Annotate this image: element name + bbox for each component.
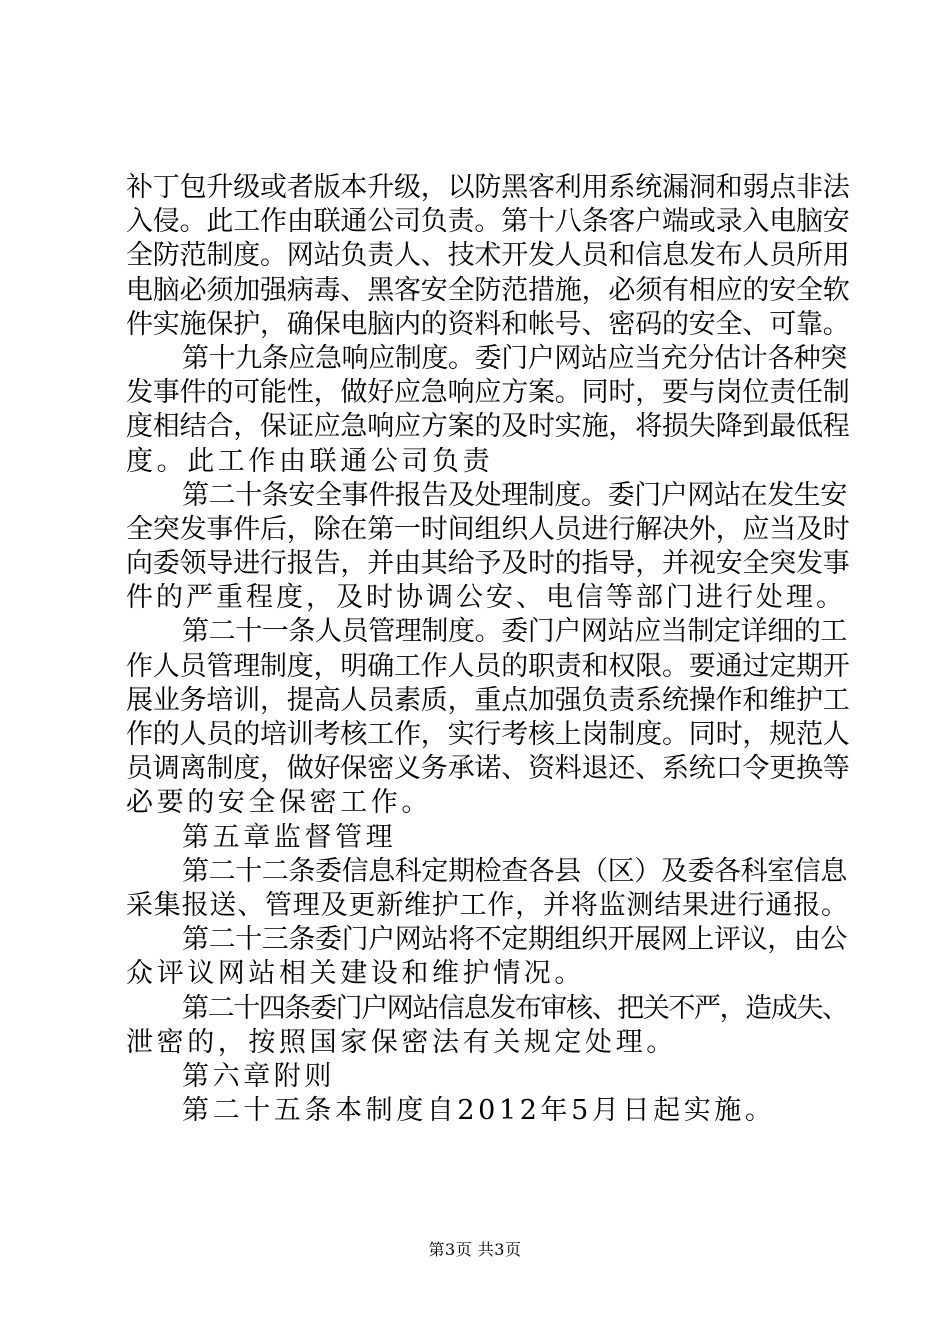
text-line: 全突发事件后，除在第一时间组织人员进行解决外，应当及时	[126, 513, 850, 545]
text-line: 向委领导进行报告，并由其给予及时的指导，并视安全突发事	[126, 548, 850, 580]
text-line: 作人员管理制度，明确工作人员的职责和权限。要通过定期开	[126, 650, 850, 682]
text-line: 第二十一条人员管理制度。委门户网站应当制定详细的工	[182, 616, 847, 648]
text-line: 作的人员的培训考核工作，实行考核上岗制度。同时，规范人	[126, 719, 850, 750]
text-line: 必要的安全保密工作。	[126, 787, 432, 819]
text-line: 件实施保护，确保电脑内的资料和帐号、密码的安全、可靠。	[126, 308, 850, 340]
text-line: 补丁包升级或者版本升级，以防黑客利用系统漏洞和弱点非法	[126, 172, 850, 203]
text-line: 第十九条应急响应制度。委门户网站应当充分估计各种突	[182, 342, 847, 374]
text-line: 发事件的可能性，做好应急响应方案。同时，要与岗位责任制	[126, 377, 850, 409]
page-number-footer: 第3页 共3页	[428, 1240, 522, 1259]
text-line: 众评议网站相关建设和维护情况。	[126, 958, 585, 990]
text-line: 度相结合，保证应急响应方案的及时实施，将损失降到最低程	[126, 411, 850, 443]
text-line: 采集报送、管理及更新维护工作，并将监测结果进行通报。	[126, 889, 849, 921]
text-line: 第二十五条本制度自2012年5月日起实施。	[182, 1095, 776, 1127]
text-line: 第二十条安全事件报告及处理制度。委门户网站在发生安	[182, 479, 847, 511]
document-body	[126, 171, 850, 1128]
text-line: 件的严重程度，及时协调公安、电信等部门进行处理。	[126, 582, 846, 614]
chapter-heading: 第六章附则	[182, 1060, 335, 1092]
text-line: 展业务培训，提高人员素质，重点加强负责系统操作和维护工	[126, 684, 850, 716]
text-line: 电脑必须加强病毒、黑客安全防范措施，必须有相应的安全软	[126, 274, 850, 306]
chapter-heading: 第五章监督管理	[182, 821, 397, 853]
text-line: 入侵。此工作由联通公司负责。第十八条客户端或录入电脑安	[126, 206, 850, 238]
text-line: 度。此工作由联通公司负责	[126, 445, 494, 477]
text-line: 第二十二条委信息科定期检查各县（区）及委各科室信息	[182, 855, 847, 887]
text-line: 第二十三条委门户网站将不定期组织开展网上评议，由公	[182, 924, 847, 956]
text-line: 第二十四条委门户网站信息发布审核、把关不严，造成失、	[182, 992, 848, 1024]
text-line: 全防范制度。网站负责人、技术开发人员和信息发布人员所用	[126, 240, 850, 272]
text-line: 泄密的，按照国家保密法有关规定处理。	[126, 1026, 677, 1058]
text-line: 员调离制度，做好保密义务承诺、资料退还、系统口令更换等	[126, 753, 850, 785]
